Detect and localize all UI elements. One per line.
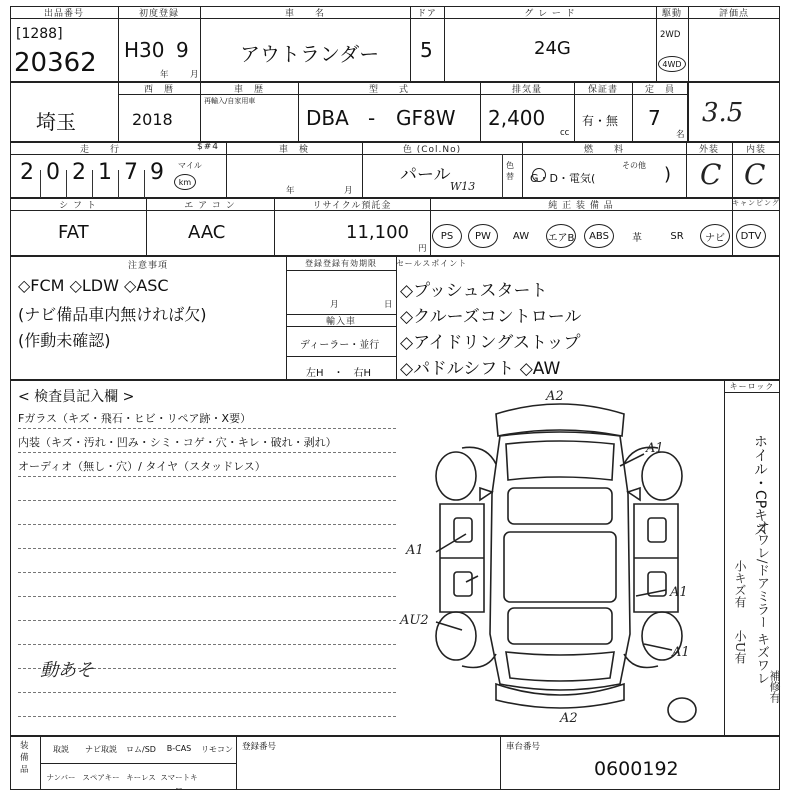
equipment-label: 純 正 装 備 品 xyxy=(548,201,614,211)
mark-right-rear-door: A1 xyxy=(670,585,688,600)
notes-label: 注意事項 xyxy=(127,261,168,271)
inspection-year: 年 xyxy=(286,186,295,196)
score-label: 評価点 xyxy=(718,9,749,19)
history-note: 再輸入/自家用車 xyxy=(204,97,256,105)
aircon: AAC xyxy=(188,222,226,243)
footer-item: ロム/SD xyxy=(126,745,156,754)
capacity-label: 定 員 xyxy=(644,85,675,95)
prefecture: 埼玉 xyxy=(36,110,76,134)
notes-line-3: (作動未確認) xyxy=(18,331,111,350)
year-unit: 年 xyxy=(160,70,169,80)
footer-item: B-CAS xyxy=(166,744,192,753)
inspector-line-2: 内装（キズ・汚れ・凹み・シミ・コゲ・穴・キレ・破れ・剥れ） xyxy=(18,436,337,449)
first-reg-label: 初度登録 xyxy=(138,9,179,19)
model-code: GF8W xyxy=(396,106,456,130)
recycle-fee: 11,100 xyxy=(346,222,409,243)
sales-line-3: ◇アイドリングストップ xyxy=(400,333,581,353)
side-note-printed: ホイル・CPキズ xyxy=(752,434,768,537)
fuel-close: ) xyxy=(664,164,672,185)
side-note-hand-4: 補修有 xyxy=(768,670,781,703)
footer-item: 取説 xyxy=(53,745,69,754)
ac-label: エ ア コ ン xyxy=(184,201,236,211)
inspector-title: < 検査員記入欄 > xyxy=(18,389,135,405)
capacity: 7 xyxy=(648,106,661,130)
mileage-digit: 2 xyxy=(20,160,34,185)
ext-label: 外装 xyxy=(698,145,719,155)
inspector-line-1: Fガラス（キズ・飛石・ヒビ・リペア跡・X要） xyxy=(18,412,252,425)
fuel-g-circle xyxy=(532,168,546,182)
sd-label: $#4 xyxy=(197,142,219,152)
fuel: G・D・電気( xyxy=(530,172,596,185)
int-label: 内装 xyxy=(745,145,766,155)
inspection-label: 車 検 xyxy=(278,145,309,155)
keylock-label: キーロック xyxy=(729,382,775,391)
side-note-hand-2: 小キズ有 xyxy=(733,560,747,608)
yen-unit: 円 xyxy=(418,244,427,254)
score: 3.5 xyxy=(702,98,744,128)
reg-no-label: 登録番号 xyxy=(242,742,277,752)
mark-front: A2 xyxy=(546,389,564,404)
sales-label: セールスポイント xyxy=(396,259,468,268)
lot-number: 20362 xyxy=(14,48,97,78)
color-change: 色替 xyxy=(506,161,514,181)
shift: FAT xyxy=(58,222,89,243)
reg-day: 日 xyxy=(384,300,393,310)
equipment-item: AW xyxy=(512,230,530,242)
equipment-item: PW xyxy=(468,224,498,248)
first-reg-era: H30 xyxy=(124,38,165,62)
car-damage-diagram xyxy=(396,384,724,734)
footer-item: ナビ取説 xyxy=(85,745,117,754)
equipment-item: SR xyxy=(670,230,684,242)
mileage-label: 走 行 xyxy=(79,145,120,155)
footer-item: スペアキー xyxy=(82,773,120,782)
mark-right-rear: A1 xyxy=(672,645,690,660)
mark-right-front: A1 xyxy=(646,441,664,456)
footer-item: リモコン xyxy=(201,745,233,754)
lot-no-label: 出品番号 xyxy=(43,9,84,19)
car-name: アウトランダー xyxy=(240,42,380,66)
doors-label: ドア xyxy=(417,9,437,19)
equipment-item: ABS xyxy=(584,224,614,248)
inspection-month: 月 xyxy=(344,186,353,196)
month-unit: 月 xyxy=(190,70,199,80)
model-dash: - xyxy=(368,106,376,130)
fuel-label: 燃 料 xyxy=(583,145,624,155)
import-label: 輸入車 xyxy=(325,317,356,327)
mile-unit: マイル xyxy=(178,161,202,170)
steering-side: 左H ・ 右H xyxy=(306,368,372,379)
seireki: 2018 xyxy=(132,110,173,129)
recycle-label: リサイクル預託金 xyxy=(312,201,392,211)
equipment-item: DTV xyxy=(736,224,766,248)
mark-rear: A2 xyxy=(560,711,578,726)
side-note-hand-1: オワレ/ドアミラー キズワレ xyxy=(754,520,769,685)
side-note-hand-3: 小U有 xyxy=(733,630,747,665)
color-label: 色 (Col.No) xyxy=(402,145,462,155)
ext-grade: C xyxy=(700,158,722,191)
km-unit: km xyxy=(174,174,196,190)
history-label: 車 歴 xyxy=(233,85,264,95)
drive-4wd: 4WD xyxy=(658,56,686,72)
lot-sub-number: [1288] xyxy=(16,26,63,42)
drive-2wd: 2WD xyxy=(660,30,681,40)
warranty-label: 保証書 xyxy=(587,85,618,95)
seireki-label: 西 暦 xyxy=(143,85,174,95)
sales-line-2: ◇クルーズコントロール xyxy=(400,307,582,327)
doors: 5 xyxy=(420,38,433,62)
equipment-item: PS xyxy=(432,224,462,248)
model-label: 型 式 xyxy=(368,85,409,95)
footer-item: スマートキー xyxy=(160,773,198,793)
notes-line-2: (ナビ備品車内無ければ欠) xyxy=(18,305,207,324)
first-reg-month: 9 xyxy=(176,38,189,62)
reg-expiry-label: 登録登録有効期限 xyxy=(305,259,377,268)
footer-label: 装備品 xyxy=(20,741,29,775)
mark-left-rear: AU2 xyxy=(400,613,429,628)
chassis-number: 0600192 xyxy=(594,758,679,780)
mark-left-door: A1 xyxy=(406,543,424,558)
footer-item: キーレス xyxy=(126,773,156,782)
warranty: 有・無 xyxy=(582,114,619,128)
mileage-digit: 0 xyxy=(46,160,60,185)
mileage-digit: 9 xyxy=(150,160,164,185)
mileage-digit: 7 xyxy=(124,160,138,185)
int-grade: C xyxy=(744,158,766,191)
notes-line-1: ◇FCM ◇LDW ◇ASC xyxy=(18,276,169,295)
mileage-digit: 2 xyxy=(72,160,86,185)
fuel-other: その他 xyxy=(622,161,646,170)
handwritten-note: 動あそ xyxy=(40,660,94,681)
color-no: W13 xyxy=(450,180,476,193)
cc-unit: cc xyxy=(560,128,570,138)
equipment-item: エアB xyxy=(546,224,576,248)
camper-label: キャンピング xyxy=(732,199,780,207)
grade: 24G xyxy=(534,38,571,59)
displacement: 2,400 xyxy=(488,106,546,130)
equipment-item: ナビ xyxy=(700,224,730,248)
color: パール xyxy=(400,165,451,185)
chassis-label: 車台番号 xyxy=(506,742,541,752)
reg-month: 月 xyxy=(330,300,339,310)
inspector-line-3: オーディオ（無し・穴）/ タイヤ（スタッドレス） xyxy=(18,460,266,473)
grade-label: グ レ ー ド xyxy=(524,9,576,19)
sales-line-4: ◇パドルシフト ◇AW xyxy=(400,359,561,379)
footer-item: ナンバー xyxy=(46,773,76,782)
car-name-label: 車 名 xyxy=(284,9,325,19)
model-prefix: DBA xyxy=(306,106,349,130)
mileage-digit: 1 xyxy=(98,160,112,185)
capacity-unit: 名 xyxy=(676,130,685,140)
sales-line-1: ◇プッシュスタート xyxy=(400,281,548,301)
drive-label: 駆動 xyxy=(661,9,682,19)
displacement-label: 排気量 xyxy=(511,85,542,95)
dealer-parallel: ディーラー・並行 xyxy=(300,340,380,351)
equipment-item: 革 xyxy=(632,232,642,244)
shift-label: シ フ ト xyxy=(59,201,97,211)
